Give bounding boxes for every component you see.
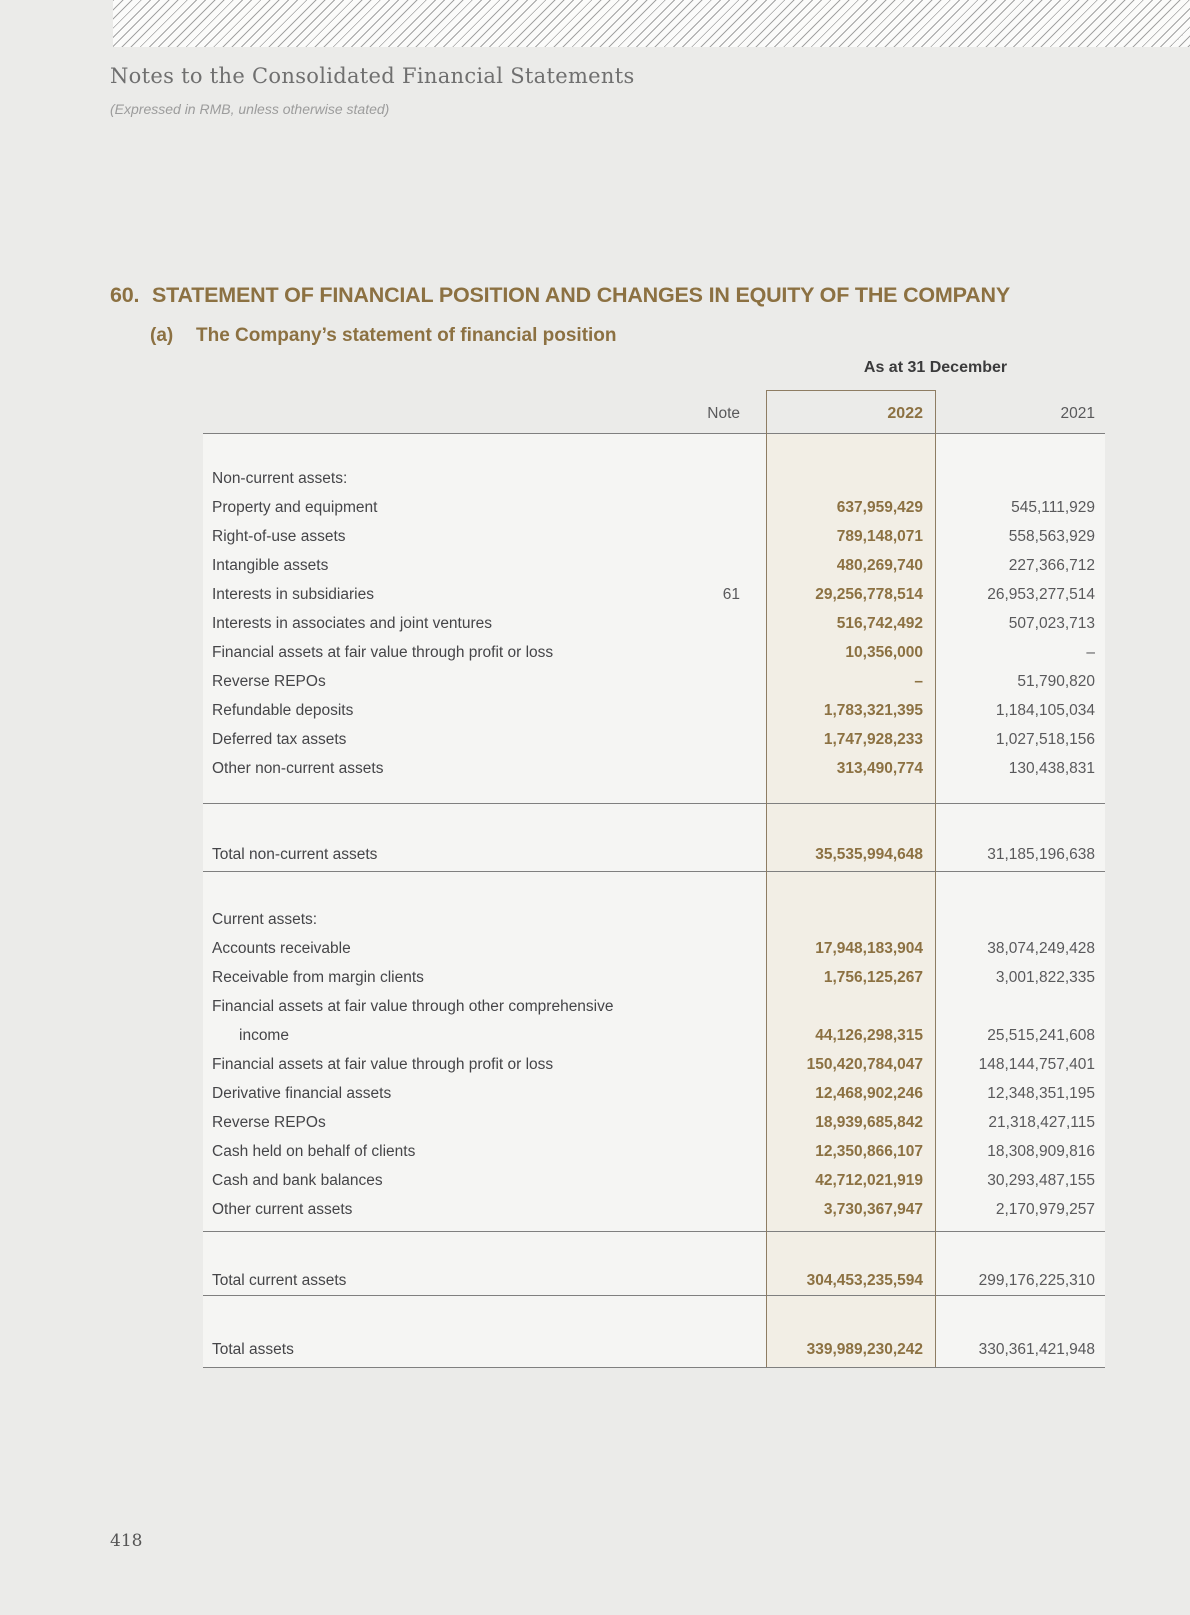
item-row bbox=[203, 1137, 1105, 1166]
note-cell: 61 bbox=[722, 585, 740, 603]
subsection-label: (a) bbox=[150, 325, 174, 346]
section-heading-text: STATEMENT OF FINANCIAL POSITION AND CHANGES IN EQUITY OF THE COMPANY bbox=[152, 283, 1010, 307]
item-row bbox=[203, 934, 1105, 963]
financial-position-table bbox=[203, 433, 1105, 1368]
value-2022-cell: 12,468,902,246 bbox=[815, 1084, 923, 1102]
item-row bbox=[203, 1195, 1105, 1224]
row-label: Right-of-use assets bbox=[212, 527, 346, 545]
row-label: Interests in associates and joint ventures bbox=[212, 614, 493, 632]
row-label: Property and equipment bbox=[212, 498, 378, 516]
item-row bbox=[203, 1079, 1105, 1108]
table-spacer bbox=[203, 872, 1105, 905]
total-row bbox=[203, 840, 1105, 869]
value-2022-cell: 304,453,235,594 bbox=[806, 1271, 923, 1289]
value-2022-cell: 516,742,492 bbox=[836, 614, 923, 632]
value-2021-cell: 30,293,487,155 bbox=[987, 1171, 1095, 1189]
value-2021-cell: 31,185,196,638 bbox=[987, 845, 1095, 863]
item-row bbox=[203, 580, 1105, 609]
value-2022-cell: 44,126,298,315 bbox=[815, 1026, 923, 1044]
row-label: Financial assets at fair value through profit or loss bbox=[212, 1055, 554, 1073]
total-row bbox=[203, 1335, 1105, 1364]
table-spacer bbox=[203, 1232, 1105, 1266]
table-spacer bbox=[203, 783, 1105, 803]
value-2022-cell: – bbox=[914, 672, 923, 690]
table-spacer bbox=[203, 1296, 1105, 1335]
row-label: Refundable deposits bbox=[212, 701, 354, 719]
subsection-heading-text: The Company’s statement of financial position bbox=[196, 325, 617, 346]
row-label: income bbox=[239, 1026, 289, 1044]
total-row bbox=[203, 1266, 1105, 1295]
value-2022-cell: 10,356,000 bbox=[845, 643, 923, 661]
value-2022-cell: 313,490,774 bbox=[836, 759, 923, 777]
value-2021-cell: 3,001,822,335 bbox=[995, 968, 1095, 986]
value-2022-cell: 12,350,866,107 bbox=[815, 1142, 923, 1160]
row-label: Reverse REPOs bbox=[212, 1113, 326, 1131]
value-2022-cell: 339,989,230,242 bbox=[806, 1340, 923, 1358]
value-2021-cell: – bbox=[1086, 643, 1095, 661]
item-row bbox=[203, 493, 1105, 522]
value-2021-cell: 227,366,712 bbox=[1008, 556, 1095, 574]
row-label: Derivative financial assets bbox=[212, 1084, 392, 1102]
value-2022-cell: 480,269,740 bbox=[836, 556, 923, 574]
value-2022-cell: 1,747,928,233 bbox=[823, 730, 923, 748]
value-2022-cell: 3,730,367,947 bbox=[823, 1200, 923, 1218]
value-2022-cell: 42,712,021,919 bbox=[815, 1171, 923, 1189]
table-column-headers bbox=[203, 394, 1105, 433]
item-row bbox=[203, 667, 1105, 696]
item-row bbox=[203, 1108, 1105, 1137]
value-2021-cell: 545,111,929 bbox=[1011, 498, 1095, 516]
value-2022-cell: 637,959,429 bbox=[836, 498, 923, 516]
row-label: Intangible assets bbox=[212, 556, 329, 574]
row-label: Cash held on behalf of clients bbox=[212, 1142, 416, 1160]
value-2022-cell: 150,420,784,047 bbox=[806, 1055, 923, 1073]
section-number: 60. bbox=[110, 283, 140, 307]
row-label: Current assets: bbox=[212, 910, 318, 928]
value-2021-cell: 12,348,351,195 bbox=[987, 1084, 1095, 1102]
item-row bbox=[203, 963, 1105, 992]
value-2021-cell: 1,027,518,156 bbox=[995, 730, 1095, 748]
subsection-heading bbox=[150, 325, 617, 347]
item-row bbox=[203, 1050, 1105, 1079]
value-2021-cell: 507,023,713 bbox=[1008, 614, 1095, 632]
item-row bbox=[203, 696, 1105, 725]
table-rule bbox=[203, 1367, 1105, 1368]
row-label: Deferred tax assets bbox=[212, 730, 347, 748]
value-2022-cell: 1,783,321,395 bbox=[823, 701, 923, 719]
row-label: Accounts receivable bbox=[212, 939, 351, 957]
row-label: Other current assets bbox=[212, 1200, 353, 1218]
value-2021-cell: 130,438,831 bbox=[1008, 759, 1095, 777]
value-2021-cell: 558,563,929 bbox=[1008, 527, 1095, 545]
period-header: As at 31 December bbox=[863, 359, 1008, 376]
col-header-note: Note bbox=[707, 404, 740, 422]
value-2021-cell: 18,308,909,816 bbox=[987, 1142, 1095, 1160]
table-spacer bbox=[203, 434, 1105, 464]
value-2022-cell: 789,148,071 bbox=[836, 527, 923, 545]
item-row bbox=[203, 1021, 1105, 1050]
row-label: Reverse REPOs bbox=[212, 672, 326, 690]
hatch-band bbox=[113, 0, 1190, 47]
row-label: Receivable from margin clients bbox=[212, 968, 424, 986]
item-row bbox=[203, 725, 1105, 754]
document-subtitle: (Expressed in RMB, unless otherwise stated) bbox=[110, 101, 390, 117]
value-2022-cell: 18,939,685,842 bbox=[815, 1113, 923, 1131]
document-title: Notes to the Consolidated Financial Statements bbox=[110, 64, 635, 88]
item-row bbox=[203, 754, 1105, 783]
row-label: Financial assets at fair value through other comprehensive bbox=[212, 997, 614, 1015]
item-row bbox=[203, 1166, 1105, 1195]
value-2021-cell: 2,170,979,257 bbox=[995, 1200, 1095, 1218]
section-heading bbox=[110, 283, 1010, 308]
value-2021-cell: 21,318,427,115 bbox=[988, 1113, 1095, 1131]
table-spacer bbox=[203, 1224, 1105, 1231]
row-label: Total assets bbox=[212, 1340, 294, 1358]
value-2021-cell: 330,361,421,948 bbox=[978, 1340, 1095, 1358]
row-label: Cash and bank balances bbox=[212, 1171, 383, 1189]
item-row bbox=[203, 992, 1105, 1021]
item-row bbox=[203, 522, 1105, 551]
item-row bbox=[203, 638, 1105, 667]
row-label: Financial assets at fair value through profit or loss bbox=[212, 643, 554, 661]
row-label: Interests in subsidiaries bbox=[212, 585, 374, 603]
row-label: Non-current assets: bbox=[212, 469, 348, 487]
value-2021-cell: 38,074,249,428 bbox=[987, 939, 1095, 957]
value-2021-cell: 148,144,757,401 bbox=[978, 1055, 1095, 1073]
row-label: Total non-current assets bbox=[212, 845, 378, 863]
table-spacer bbox=[203, 804, 1105, 840]
section-row bbox=[203, 464, 1105, 493]
col-header-2022: 2022 bbox=[887, 404, 923, 422]
item-row bbox=[203, 551, 1105, 580]
value-2022-cell: 1,756,125,267 bbox=[823, 968, 923, 986]
value-2022-cell: 35,535,994,648 bbox=[815, 845, 923, 863]
col-header-2021: 2021 bbox=[1060, 404, 1095, 422]
page-number: 418 bbox=[110, 1531, 143, 1551]
value-2021-cell: 25,515,241,608 bbox=[987, 1026, 1095, 1044]
row-label: Total current assets bbox=[212, 1271, 347, 1289]
value-2021-cell: 1,184,105,034 bbox=[995, 701, 1095, 719]
value-2021-cell: 299,176,225,310 bbox=[978, 1271, 1095, 1289]
row-label: Other non-current assets bbox=[212, 759, 384, 777]
value-2022-cell: 29,256,778,514 bbox=[815, 585, 923, 603]
section-row bbox=[203, 905, 1105, 934]
value-2022-cell: 17,948,183,904 bbox=[815, 939, 923, 957]
value-2021-cell: 51,790,820 bbox=[1017, 672, 1095, 690]
value-2021-cell: 26,953,277,514 bbox=[987, 585, 1095, 603]
item-row bbox=[203, 609, 1105, 638]
